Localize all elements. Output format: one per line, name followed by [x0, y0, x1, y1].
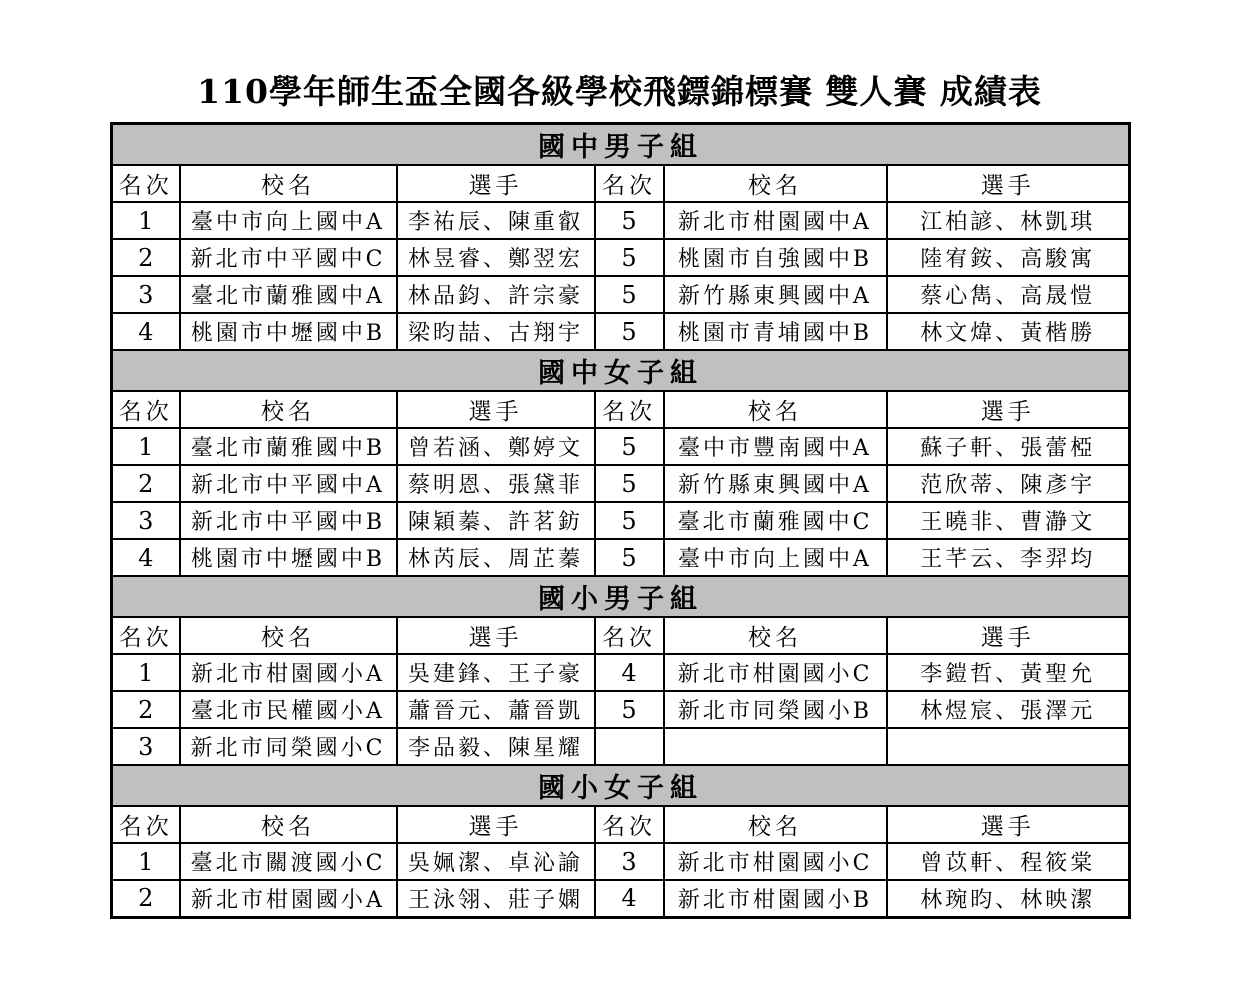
players-cell: 王曉非、曹瀞文 — [887, 502, 1130, 539]
players-cell: 王芊云、李羿均 — [887, 539, 1130, 576]
column-header-school: 校名 — [180, 806, 397, 843]
column-header-school: 校名 — [180, 165, 397, 202]
column-header-school: 校名 — [664, 806, 887, 843]
table-row — [112, 539, 1130, 576]
players-cell: 吳建鋒、王子豪 — [397, 654, 595, 691]
column-header-players: 選手 — [397, 165, 595, 202]
players-cell: 林文煒、黃楷勝 — [887, 313, 1130, 350]
rank-cell: 3 — [112, 728, 180, 765]
table-row — [112, 428, 1130, 465]
school-cell: 新北市柑園國小A — [180, 654, 397, 691]
school-cell: 桃園市青埔國中B — [664, 313, 887, 350]
section-title: 國小女子組 — [112, 765, 1130, 806]
section-row-1 — [112, 124, 1130, 166]
school-cell: 桃園市中壢國中B — [180, 539, 397, 576]
rank-cell: 5 — [595, 465, 664, 502]
school-cell: 新北市柑園國小B — [664, 880, 887, 917]
column-header-school: 校名 — [664, 617, 887, 654]
school-cell: 新北市中平國中B — [180, 502, 397, 539]
players-cell: 范欣蒂、陳彥宇 — [887, 465, 1130, 502]
results-table-container — [110, 122, 1131, 919]
rank-cell: 4 — [595, 654, 664, 691]
column-header-school: 校名 — [664, 391, 887, 428]
rank-cell: 5 — [595, 239, 664, 276]
rank-cell: 5 — [595, 313, 664, 350]
school-cell: 新北市柑園國小C — [664, 654, 887, 691]
players-cell: 林琬昀、林映潔 — [887, 880, 1130, 917]
players-cell: 蔡明恩、張黛菲 — [397, 465, 595, 502]
school-cell: 新北市中平國中C — [180, 239, 397, 276]
players-cell: 李品毅、陳星耀 — [397, 728, 595, 765]
school-cell — [664, 728, 887, 765]
table-row — [112, 313, 1130, 350]
rank-cell: 5 — [595, 502, 664, 539]
rank-cell: 5 — [595, 276, 664, 313]
column-header-players: 選手 — [397, 617, 595, 654]
section-title: 國小男子組 — [112, 576, 1130, 617]
rank-cell: 4 — [112, 313, 180, 350]
table-row — [112, 880, 1130, 917]
rank-cell: 3 — [595, 843, 664, 880]
results-table — [110, 122, 1131, 919]
rank-cell: 3 — [112, 502, 180, 539]
column-header-school: 校名 — [180, 391, 397, 428]
column-header-players: 選手 — [887, 165, 1130, 202]
column-header-players: 選手 — [887, 806, 1130, 843]
school-cell: 新竹縣東興國中A — [664, 276, 887, 313]
school-cell: 桃園市自強國中B — [664, 239, 887, 276]
table-row — [112, 202, 1130, 239]
rank-cell: 1 — [112, 843, 180, 880]
table-row — [112, 465, 1130, 502]
school-cell: 新北市柑園國小A — [180, 880, 397, 917]
section-title: 國中女子組 — [112, 350, 1130, 391]
school-cell: 新北市中平國中A — [180, 465, 397, 502]
column-header-rank: 名次 — [112, 165, 180, 202]
players-cell: 江柏諺、林凱琪 — [887, 202, 1130, 239]
section-row-2 — [112, 350, 1130, 391]
rank-cell: 5 — [595, 691, 664, 728]
column-header-players: 選手 — [887, 391, 1130, 428]
players-cell: 蕭晉元、蕭晉凱 — [397, 691, 595, 728]
rank-cell: 5 — [595, 202, 664, 239]
school-cell: 臺中市向上國中A — [664, 539, 887, 576]
school-cell: 臺北市蘭雅國中A — [180, 276, 397, 313]
school-cell: 新竹縣東興國中A — [664, 465, 887, 502]
column-header-school: 校名 — [664, 165, 887, 202]
players-cell: 林芮辰、周芷蓁 — [397, 539, 595, 576]
rank-cell: 5 — [595, 539, 664, 576]
rank-cell: 1 — [112, 428, 180, 465]
rank-cell: 3 — [112, 276, 180, 313]
column-header-rank: 名次 — [595, 806, 664, 843]
school-cell: 臺北市關渡國小C — [180, 843, 397, 880]
players-cell: 林煜宸、張澤元 — [887, 691, 1130, 728]
players-cell: 蔡心雋、高晟愷 — [887, 276, 1130, 313]
rank-cell: 2 — [112, 691, 180, 728]
column-header-rank: 名次 — [595, 617, 664, 654]
column-header-row — [112, 391, 1130, 428]
table-row — [112, 502, 1130, 539]
rank-cell: 1 — [112, 202, 180, 239]
section-row-4 — [112, 765, 1130, 806]
players-cell: 陸宥銨、高駿寓 — [887, 239, 1130, 276]
rank-cell — [595, 728, 664, 765]
column-header-rank: 名次 — [112, 806, 180, 843]
column-header-row — [112, 165, 1130, 202]
column-header-players: 選手 — [887, 617, 1130, 654]
rank-cell: 5 — [595, 428, 664, 465]
players-cell: 曾若涵、鄭婷文 — [397, 428, 595, 465]
players-cell: 林昱睿、鄭翌宏 — [397, 239, 595, 276]
column-header-row — [112, 617, 1130, 654]
rank-cell: 4 — [112, 539, 180, 576]
players-cell: 陳穎蓁、許茗鈁 — [397, 502, 595, 539]
column-header-players: 選手 — [397, 391, 595, 428]
column-header-rank: 名次 — [595, 165, 664, 202]
players-cell: 曾苡軒、程筱棠 — [887, 843, 1130, 880]
rank-cell: 2 — [112, 465, 180, 502]
column-header-rank: 名次 — [595, 391, 664, 428]
column-header-rank: 名次 — [112, 617, 180, 654]
school-cell: 新北市同榮國小C — [180, 728, 397, 765]
rank-cell: 2 — [112, 239, 180, 276]
table-row — [112, 239, 1130, 276]
table-row — [112, 728, 1130, 765]
players-cell: 梁昀喆、古翔宇 — [397, 313, 595, 350]
rank-cell: 2 — [112, 880, 180, 917]
rank-cell: 4 — [595, 880, 664, 917]
school-cell: 新北市柑園國中A — [664, 202, 887, 239]
column-header-players: 選手 — [397, 806, 595, 843]
section-row-3 — [112, 576, 1130, 617]
school-cell: 臺北市蘭雅國中C — [664, 502, 887, 539]
players-cell — [887, 728, 1130, 765]
players-cell: 蘇子軒、張蕾椏 — [887, 428, 1130, 465]
players-cell: 李鎧哲、黃聖允 — [887, 654, 1130, 691]
players-cell: 李祐辰、陳重叡 — [397, 202, 595, 239]
school-cell: 桃園市中壢國中B — [180, 313, 397, 350]
page-title: 110學年師生盃全國各級學校飛鏢錦標賽 雙人賽 成績表 — [197, 72, 1042, 111]
table-row — [112, 843, 1130, 880]
school-cell: 臺北市蘭雅國中B — [180, 428, 397, 465]
column-header-school: 校名 — [180, 617, 397, 654]
section-title: 國中男子組 — [112, 124, 1130, 166]
school-cell: 臺中市向上國中A — [180, 202, 397, 239]
school-cell: 新北市柑園國小C — [664, 843, 887, 880]
school-cell: 臺北市民權國小A — [180, 691, 397, 728]
school-cell: 新北市同榮國小B — [664, 691, 887, 728]
players-cell: 王泳翎、莊子嫻 — [397, 880, 595, 917]
players-cell: 吳姵潔、卓沁諭 — [397, 843, 595, 880]
column-header-row — [112, 806, 1130, 843]
column-header-rank: 名次 — [112, 391, 180, 428]
table-row — [112, 276, 1130, 313]
table-row — [112, 691, 1130, 728]
rank-cell: 1 — [112, 654, 180, 691]
players-cell: 林品鈞、許宗豪 — [397, 276, 595, 313]
school-cell: 臺中市豐南國中A — [664, 428, 887, 465]
table-row — [112, 654, 1130, 691]
